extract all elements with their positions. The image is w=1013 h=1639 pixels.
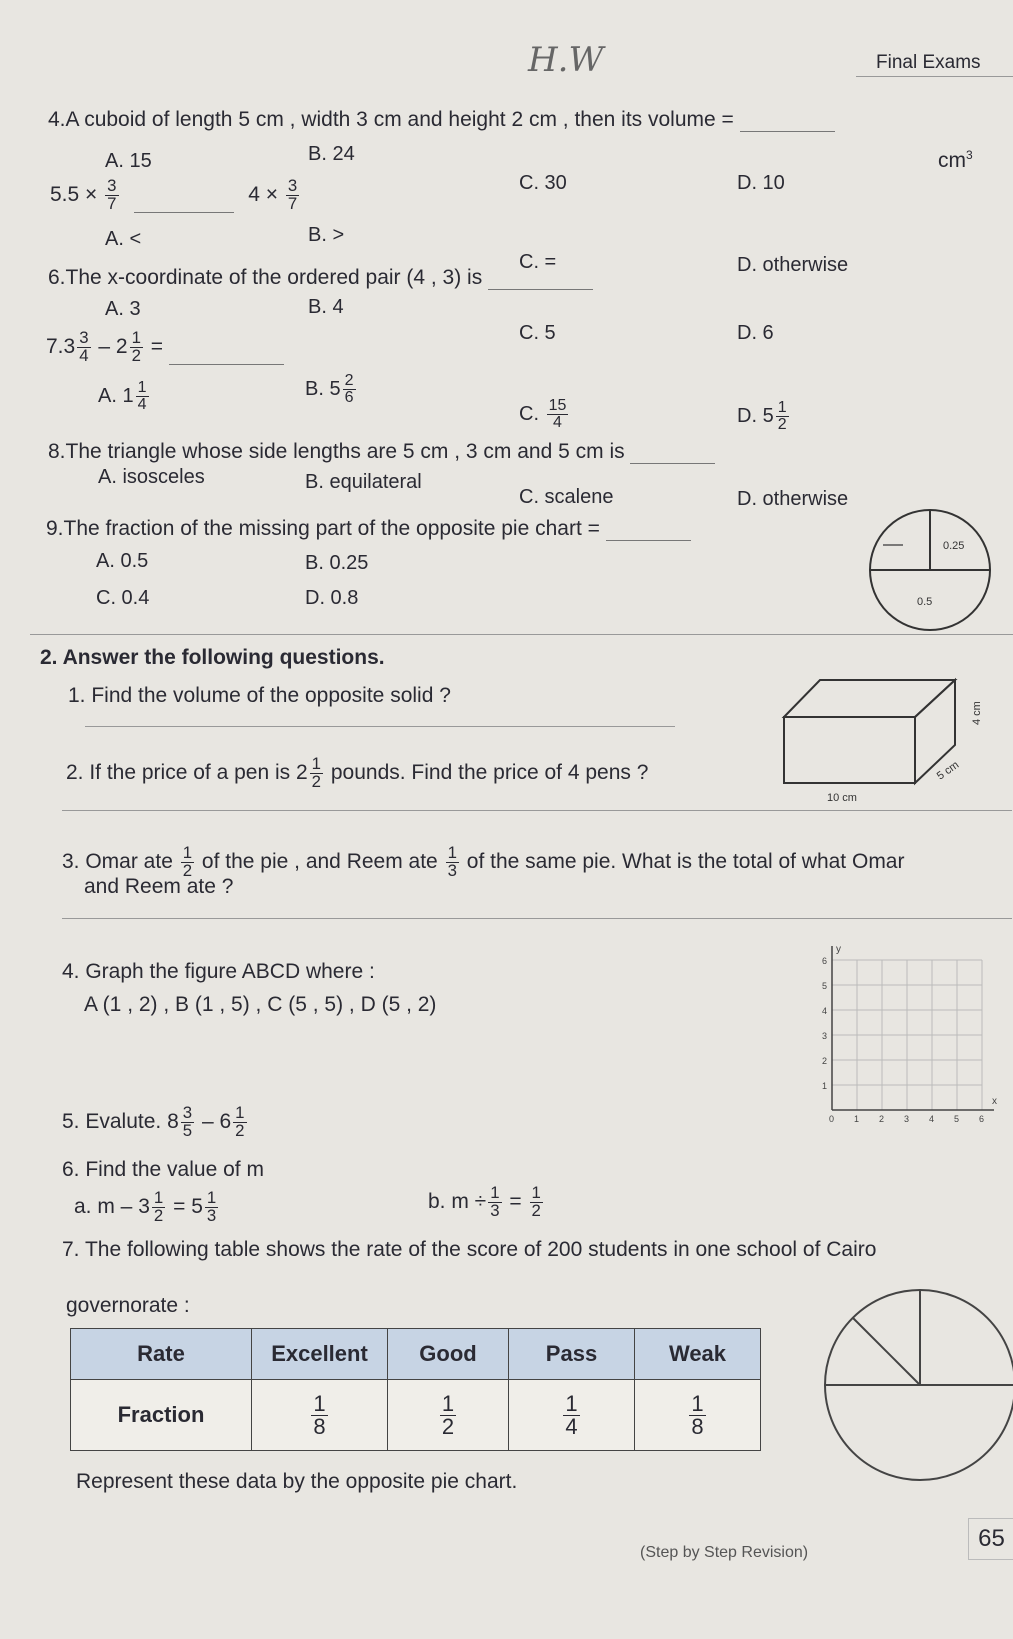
q7-option-a[interactable]: A. 1 $\frac{1}{4}$: [98, 379, 147, 413]
p2-q7-question: 7. The following table shows the rate of the score of 200 students in one school of Cairo: [62, 1238, 877, 1261]
pie-label-half: 0.5: [917, 596, 933, 608]
q8-option-a[interactable]: A. isosceles: [98, 466, 205, 488]
p2-q6-question: 6. Find the value of m: [62, 1158, 264, 1181]
q4-option-b[interactable]: B. 24: [308, 143, 355, 165]
x-tick-label: 0: [829, 1114, 835, 1124]
q8-option-d[interactable]: D. otherwise: [737, 488, 849, 510]
cuboid-width-label: 5 cm: [934, 758, 962, 783]
q9-pie-chart: [865, 505, 995, 635]
page-header-title: Final Exams: [876, 52, 981, 73]
part2-heading: 2. Answer the following questions.: [40, 646, 385, 669]
x-axis-label: x: [992, 1096, 997, 1107]
q4-option-a[interactable]: A. 15: [105, 150, 152, 172]
table-header-cell: Pass: [509, 1329, 635, 1380]
p2-q3-answer-line: [62, 918, 1012, 919]
q4-unit: $cm^3$: [938, 148, 973, 172]
q4-option-c[interactable]: C. 30: [519, 172, 567, 194]
p2-q1-answer-line: [85, 726, 675, 727]
cuboid-top: [784, 680, 955, 717]
q5-option-b[interactable]: B. >: [308, 224, 345, 246]
table-header-cell: Good: [388, 1329, 509, 1380]
p2-q6-part-b: b. m ÷ $\frac{1}{3}$ = $\frac{1}{2}$: [428, 1183, 541, 1220]
q6-option-d[interactable]: D. 6: [737, 322, 774, 344]
cuboid-height-label: 4 cm: [971, 701, 983, 725]
x-tick-label: 3: [904, 1114, 910, 1124]
q9-option-b[interactable]: B. 0.25: [305, 552, 369, 574]
y-axis-label: y: [836, 944, 841, 955]
table-header-cell: Weak: [635, 1329, 761, 1380]
q6-question: 6.The x-coordinate of the ordered pair (4 , 3) is: [48, 266, 593, 290]
cuboid-front: [784, 717, 915, 783]
p2-q5-question: 5. Evalute. 8 $\frac{3}{5}$ – 6 $\frac{1}{2}$: [62, 1103, 245, 1140]
page-number: 65: [968, 1518, 1013, 1560]
p2-q1-question: 1. Find the volume of the opposite solid ?: [68, 684, 451, 707]
q8-option-c[interactable]: C. scalene: [519, 486, 614, 508]
p2-q7-instruction: Represent these data by the opposite pie chart.: [76, 1470, 518, 1493]
q7-option-b[interactable]: B. 5 $\frac{2}{6}$: [305, 372, 354, 406]
q9-question: 9.The fraction of the missing part of the opposite pie chart =: [46, 517, 691, 541]
p2-q7-question-cont: governorate :: [66, 1294, 190, 1317]
rates-table-fraction-row: [71, 1380, 761, 1451]
q4-question: 4.A cuboid of length 5 cm , width 3 cm and height 2 cm , then its volume =: [48, 108, 835, 132]
q7-option-c[interactable]: C. $\frac{15}{4}$: [519, 397, 567, 431]
q4-option-d[interactable]: D. 10: [737, 172, 785, 194]
p2-q3-question: 3. Omar ate $\frac{1}{2}$ of the pie , and Reem ate $\frac{1}{3}$ of the same pie. What is the total of what Omar: [62, 843, 905, 880]
y-tick-label: 6: [822, 956, 828, 966]
q7-pie-chart: [820, 1285, 1013, 1485]
p2-q2-answer-line: [62, 810, 1012, 811]
p2-q4-points: A (1 , 2) , B (1 , 5) , C (5 , 5) , D (5 , 2): [84, 993, 437, 1016]
table-cell: $\frac{1}{4}$: [509, 1380, 635, 1451]
q7-option-d[interactable]: D. 5 $\frac{1}{2}$: [737, 399, 787, 433]
y-tick-label: 2: [822, 1056, 828, 1066]
q8-question: 8.The triangle whose side lengths are 5 cm , 3 cm and 5 cm is: [48, 440, 715, 464]
cuboid-length-label: 10 cm: [827, 792, 857, 804]
p2-q2-question: 2. If the price of a pen is 2 $\frac{1}{2}$ pounds. Find the price of 4 pens ?: [66, 754, 649, 791]
q9-option-c[interactable]: C. 0.4: [96, 587, 150, 609]
q6-option-c[interactable]: C. 5: [519, 322, 556, 344]
q7-question: 7.3 $\frac{3}{4}$ – 2 $\frac{1}{2}$ =: [46, 330, 284, 365]
q8-option-b[interactable]: B. equilateral: [305, 471, 422, 493]
y-tick-label: 4: [822, 1006, 828, 1016]
table-header-cell: Excellent: [252, 1329, 388, 1380]
coordinate-grid: [810, 935, 1010, 1125]
table-header-cell: Rate: [71, 1329, 252, 1380]
table-cell: $\frac{1}{8}$: [252, 1380, 388, 1451]
pie-diagonal-divider: [853, 1318, 920, 1385]
p2-q4-question: 4. Graph the figure ABCD where :: [62, 960, 375, 983]
rates-table-header-row: [71, 1329, 761, 1380]
header-underline: [856, 76, 1013, 77]
section-divider: [30, 634, 1013, 635]
table-cell: $\frac{1}{2}$: [388, 1380, 509, 1451]
handwritten-note: H.W: [528, 40, 604, 80]
x-tick-label: 5: [954, 1114, 960, 1124]
y-tick-label: 5: [822, 981, 828, 991]
x-tick-label: 2: [879, 1114, 885, 1124]
y-tick-label: 3: [822, 1031, 828, 1041]
q5-option-d[interactable]: D. otherwise: [737, 254, 849, 276]
q5-option-a[interactable]: A. <: [105, 228, 142, 250]
x-tick-label: 4: [929, 1114, 935, 1124]
y-tick-label: 1: [822, 1081, 828, 1091]
x-tick-label: 1: [854, 1114, 860, 1124]
table-row-label: Fraction: [71, 1380, 252, 1451]
q5-question: 5.5 × $\frac{3}{7}$ 4 × $\frac{3}{7}$: [50, 176, 298, 213]
q9-option-d[interactable]: D. 0.8: [305, 587, 359, 609]
footer-text: (Step by Step Revision): [640, 1544, 809, 1561]
q6-option-a[interactable]: A. 3: [105, 298, 141, 320]
x-tick-label: 6: [979, 1114, 985, 1124]
q6-option-b[interactable]: B. 4: [308, 296, 344, 318]
p2-q6-part-a: a. m – 3 $\frac{1}{2}$ = 5 $\frac{1}{3}$: [74, 1188, 217, 1225]
q5-option-c[interactable]: C. =: [519, 251, 557, 273]
pie-label-quarter: 0.25: [943, 540, 965, 552]
q9-option-a[interactable]: A. 0.5: [96, 550, 149, 572]
p2-q3-question-cont: and Reem ate ?: [84, 875, 234, 898]
rates-table: [70, 1328, 761, 1451]
cuboid-figure: [780, 675, 1000, 810]
table-cell: $\frac{1}{8}$: [635, 1380, 761, 1451]
